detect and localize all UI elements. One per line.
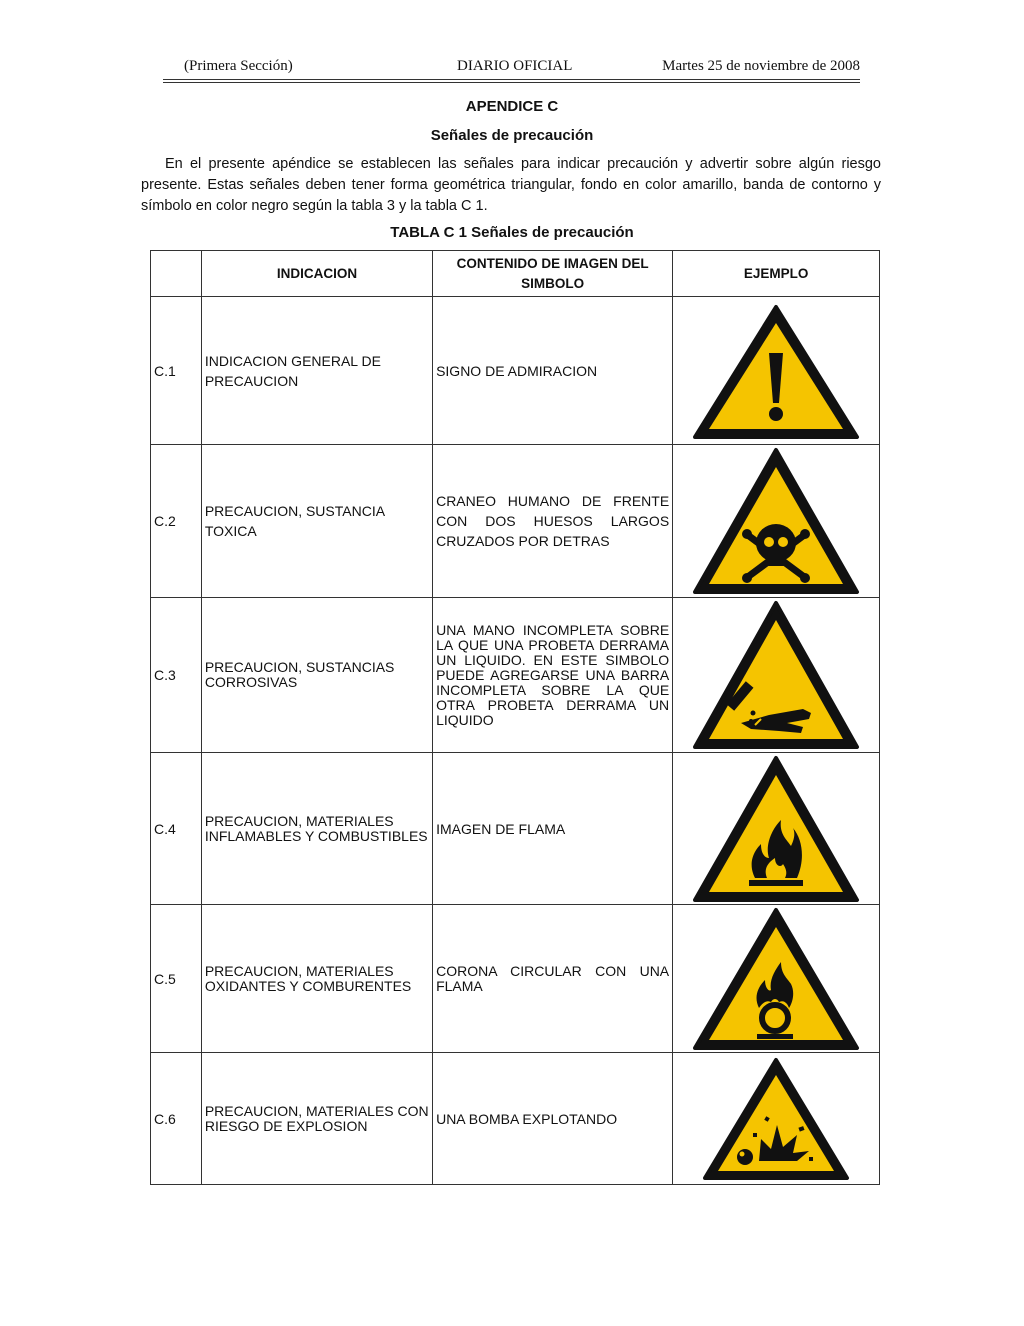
row-example [673,905,880,1053]
row-indication: PRECAUCION, SUSTANCIAS CORROSIVAS [201,598,432,753]
header-rule [163,82,860,83]
table-caption: TABLA C 1 Señales de precaución [390,224,634,241]
header-date: Martes 25 de noviembre de 2008 [662,58,860,74]
row-code: C.6 [151,1053,202,1185]
flame-over-circle-icon [691,906,861,1052]
header-publication: DIARIO OFICIAL [457,58,573,74]
row-example [673,1053,880,1185]
row-code: C.2 [151,445,202,598]
header-code [151,251,202,297]
appendix-subtitle: Señales de precaución [430,127,594,144]
row-content: UNA MANO INCOMPLETA SOBRE LA QUE UNA PROBETA DERRAMA UN LIQUIDO. EN ESTE SIMBOLO PUEDE AGREGARSE UNA BARRA INCOMPLETA SOBRE LA QUE OTRA PROBETA DERRAMA UN LIQUIDO [433,598,673,753]
table-row [151,445,880,598]
row-content: IMAGEN DE FLAMA [433,753,673,905]
header-section: (Primera Sección) [184,58,293,74]
header-example: EJEMPLO [673,251,880,297]
table-row [151,297,880,445]
skull-crossbones-icon [691,446,861,596]
page-header [160,58,860,80]
row-example [673,445,880,598]
appendix-title: APENDICE C [465,98,559,115]
header-rule [163,79,860,80]
header-indication: INDICACION [201,251,432,297]
row-code: C.4 [151,753,202,905]
row-content: UNA BOMBA EXPLOTANDO [433,1053,673,1185]
row-indication: PRECAUCION, MATERIALES INFLAMABLES Y COMBUSTIBLES [201,753,432,905]
row-indication: PRECAUCION, MATERIALES CON RIESGO DE EXPLOSION [201,1053,432,1185]
exploding-bomb-icon [701,1057,851,1181]
row-example [673,297,880,445]
table-row [151,598,880,753]
row-content: CORONA CIRCULAR CON UNA FLAMA [433,905,673,1053]
row-indication: PRECAUCION, MATERIALES OXIDANTES Y COMBURENTES [201,905,432,1053]
exclamation-warning-icon [691,301,861,441]
row-code: C.1 [151,297,202,445]
table-row [151,905,880,1053]
corrosive-icon [691,599,861,751]
row-example [673,598,880,753]
row-code: C.3 [151,598,202,753]
table-row [151,1053,880,1185]
row-indication: PRECAUCION, SUSTANCIA TOXICA [201,445,432,598]
row-content: CRANEO HUMANO DE FRENTE CON DOS HUESOS LARGOS CRUZADOS POR DETRAS [433,445,673,598]
row-code: C.5 [151,905,202,1053]
intro-paragraph: En el presente apéndice se establecen las señales para indicar precaución y advertir sobre algún riesgo presente. Estas señales deben tener forma geométrica triangular, fondo en color amarillo, banda de contorno y símbolo en color negro según la tabla 3 y la tabla C 1. [141,156,881,214]
row-indication: INDICACION GENERAL DE PRECAUCION [201,297,432,445]
signs-table [150,250,880,1185]
header-content: CONTENIDO DE IMAGEN DEL SIMBOLO [433,251,673,297]
table-header-row [151,251,880,297]
table-row [151,753,880,905]
row-content: SIGNO DE ADMIRACION [433,297,673,445]
flame-icon [691,754,861,904]
row-example [673,753,880,905]
